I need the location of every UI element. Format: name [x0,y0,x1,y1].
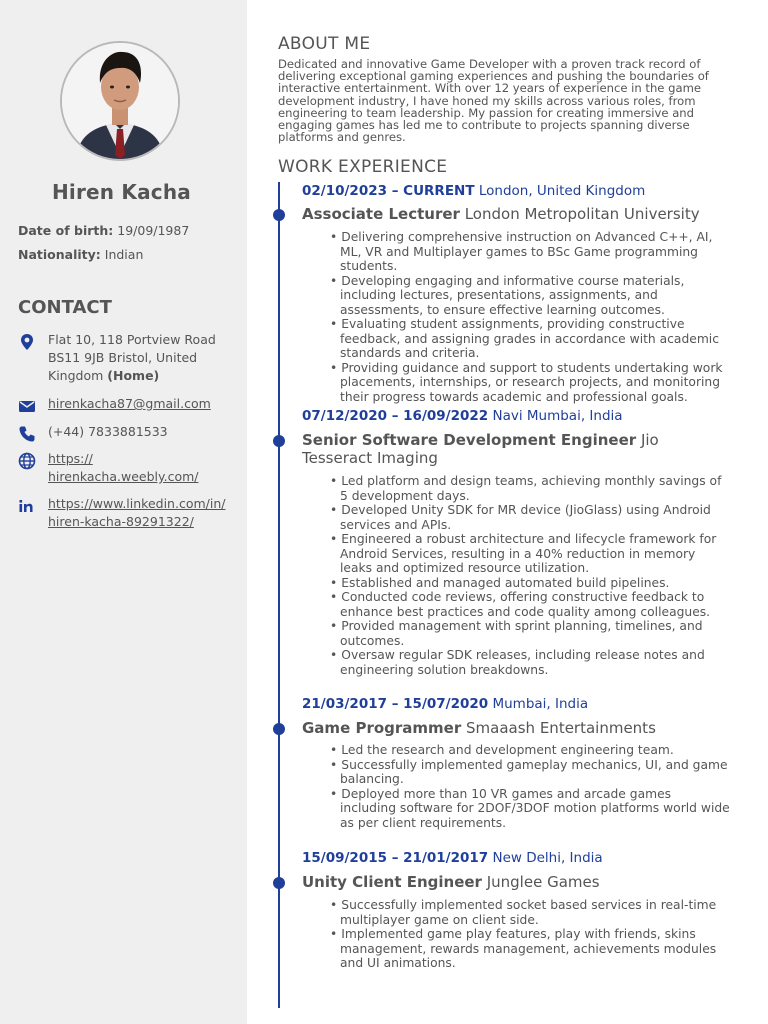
address-line-3 [48,367,228,385]
phone-number: (+44) 7833881533 [48,424,168,439]
job-bullet: • Provided management with sprint planning, timelines, and outcomes. [318,619,730,648]
job-bullets [318,898,730,971]
linkedin-line-2[interactable]: hiren-kacha-89291322/ [48,514,194,529]
job-company: London Metropolitan University [464,205,700,223]
job-bullet: • Developing engaging and informative course materials, including lectures, presentations, assignments, and assessments, to ensure effective learning outcomes. [318,274,730,318]
job-bullets [318,230,730,404]
website-link[interactable] [48,450,228,486]
about-heading: ABOUT ME [278,34,371,54]
nationality-value: Indian [104,247,144,262]
job-dates: 21/03/2017 – 15/07/2020 [302,696,489,712]
nationality-label: Nationality: [18,247,101,262]
address-line-2: BS11 9JB Bristol, United [48,350,198,365]
candidate-name: Hiren Kacha [51,180,191,204]
job-bullet: • Oversaw regular SDK releases, including release notes and engineering solution breakdowns. [318,648,730,677]
job-role: Unity Client Engineer [302,873,482,891]
globe-icon [18,452,36,470]
job-bullets [318,474,730,677]
job-company: Jio Tesseract Imaging [302,431,659,467]
job-bullet: • Engineered a robust architecture and lifecycle framework for Android Services, resulting in a 40% reduction in memory leaks and optimized resource utilization. [318,532,730,576]
job-bullet: • Delivering comprehensive instruction on Advanced C++, AI, ML, VR and Multiplayer games to BSc Game programming students. [318,230,730,274]
timeline-dot [273,435,285,447]
nationality [18,247,143,262]
dob-label: Date of birth: [18,223,114,238]
job-dates: 07/12/2020 – 16/09/2022 [302,408,489,424]
contact-heading: CONTACT [18,297,112,318]
job-bullet: • Led platform and design teams, achieving monthly savings of 5 development days. [318,474,730,503]
job-location: Navi Mumbai, India [492,408,623,424]
timeline-dot [273,209,285,221]
job-company: Junglee Games [486,873,600,891]
work-experience-heading: WORK EXPERIENCE [278,157,448,177]
job-location: New Delhi, India [492,850,603,866]
job-date-line [302,408,623,424]
job-title [302,431,732,467]
job-dates: 02/10/2023 – CURRENT [302,183,475,199]
job-bullets [318,743,730,830]
job-bullet: • Evaluating student assignments, providing constructive feedback, and assigning grades in accordance with academic standards and criteria. [318,317,730,361]
job-date-line [302,850,603,866]
profile-photo [60,41,180,161]
location-pin-icon [18,333,36,351]
job-bullet: • Providing guidance and support to students undertaking work placements, internships, or research projects, and monitoring their progress towards academic and professional goals. [318,361,730,405]
job-title [302,873,732,891]
job-location: London, United Kingdom [478,183,646,199]
linkedin-link[interactable] [48,495,228,531]
job-bullet: • Established and managed automated build pipelines. [318,576,730,591]
envelope-icon [18,397,36,415]
job-role: Senior Software Development Engineer [302,431,637,449]
timeline-dot [273,877,285,889]
job-bullet: • Deployed more than 10 VR games and arcade games including software for 2DOF/3DOF motion platforms world wide as per client requirements. [318,787,730,831]
job-bullet: • Successfully implemented gameplay mechanics, UI, and game balancing. [318,758,730,787]
email-link[interactable]: hirenkacha87@gmail.com [48,396,211,411]
sidebar [0,0,247,1024]
job-title [302,205,732,223]
job-bullet: • Implemented game play features, play with friends, skins management, rewards management, achievements modules and UI animations. [318,927,730,971]
about-text: Dedicated and innovative Game Developer with a proven track record of delivering exceptional gaming experiences and pushing the boundaries of interactive entertainment. With over 12 years of experience in the game development industry, I have honed my skills across various roles, from engineering to team leadership. My passion for creating immersive and engaging games has led me to contribute to projects spanning diverse platforms and genres. [278,57,709,145]
address-line-1: Flat 10, 118 Portview Road [48,332,216,347]
job-bullet: • Led the research and development engineering team. [318,743,730,758]
job-dates: 15/09/2015 – 21/01/2017 [302,850,489,866]
linkedin-line-1[interactable]: https://www.linkedin.com/in/ [48,496,226,511]
job-role: Game Programmer [302,719,462,737]
job-date-line [302,696,588,712]
date-of-birth [18,223,189,238]
address-text [48,331,228,385]
job-title [302,719,732,737]
phone-icon [18,425,36,443]
linkedin-icon [18,497,36,515]
job-role: Associate Lecturer [302,205,460,223]
job-location: Mumbai, India [492,696,589,712]
address-city: Kingdom [48,368,104,383]
job-bullet: • Successfully implemented socket based services in real-time multiplayer game on client side. [318,898,730,927]
job-company: Smaaash Entertainments [466,719,656,737]
dob-value: 19/09/1987 [117,223,190,238]
job-date-line [302,183,645,199]
website-line-2[interactable]: hirenkacha.weebly.com/ [48,469,199,484]
job-bullet: • Conducted code reviews, offering constructive feedback to enhance best practices and code quality among colleagues. [318,590,730,619]
website-line-1[interactable]: https:// [48,451,93,466]
address-tag: (Home) [107,368,160,383]
job-bullet: • Developed Unity SDK for MR device (JioGlass) using Android services and APIs. [318,503,730,532]
timeline-dot [273,723,285,735]
